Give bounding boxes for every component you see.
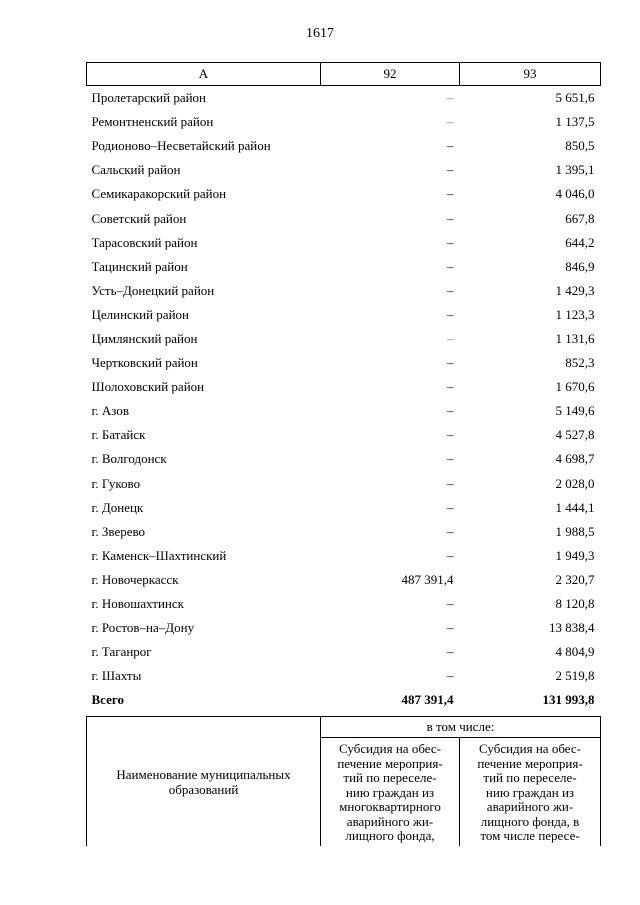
- value-col-93: 1 949,3: [555, 547, 595, 563]
- value-col-93: 1 988,5: [555, 523, 595, 539]
- table-row: [87, 568, 601, 592]
- municipality-name: Ремонтненский район: [91, 114, 214, 130]
- value-col-93: 8 120,8: [555, 596, 595, 612]
- value-col-92: –: [447, 379, 454, 395]
- municipality-name: Шолоховский район: [91, 379, 205, 395]
- municipality-name: г. Волгодонск: [91, 451, 167, 467]
- municipality-name: г. Ростов–на–Дону: [91, 620, 195, 636]
- including-header: в том числе:: [321, 717, 601, 738]
- table-row: [87, 182, 601, 206]
- table-row: [87, 592, 601, 616]
- municipality-name: г. Зверево: [91, 523, 146, 539]
- municipality-name: г. Каменск–Шахтинский: [91, 547, 227, 563]
- value-col-93: 5 651,6: [555, 90, 595, 106]
- subsidy-header-1-text: Субсидия на обес- печение мероприя- тий по переселе- нию граждан из многоквартирного аварийного жи- лищного фонда,: [337, 741, 443, 843]
- value-col-92: –: [447, 114, 454, 130]
- municipality-name: г. Батайск: [91, 427, 146, 443]
- value-col-93: 2 519,8: [555, 668, 595, 684]
- value-col-93: 1 429,3: [555, 282, 595, 298]
- value-col-93: 644,2: [565, 234, 595, 250]
- table-row: [87, 472, 601, 496]
- value-col-93: 5 149,6: [555, 403, 595, 419]
- value-col-93: 1 131,6: [555, 330, 595, 346]
- table-row: [87, 351, 601, 375]
- municipality-name: г. Азов: [91, 403, 129, 419]
- municipality-name: Целинский район: [91, 306, 189, 322]
- value-col-93: 852,3: [565, 355, 595, 371]
- value-col-93: 1 444,1: [555, 499, 595, 515]
- value-col-92: –: [447, 475, 454, 491]
- value-col-92: –: [447, 403, 454, 419]
- column-header-93: 93: [460, 63, 601, 86]
- municipality-name: г. Новочеркасск: [91, 571, 179, 587]
- table-row: [87, 158, 601, 182]
- value-col-92: –: [447, 306, 454, 322]
- value-col-93: 667,8: [565, 210, 595, 226]
- table-row: [87, 664, 601, 688]
- table-row: [87, 303, 601, 327]
- municipality-name: г. Новошахтинск: [91, 596, 184, 612]
- value-col-92: –: [447, 451, 454, 467]
- total-col-93: 131 993,8: [542, 692, 595, 708]
- column-header-a: А: [87, 63, 321, 86]
- value-col-92: –: [447, 427, 454, 443]
- value-col-93: 2 028,0: [555, 475, 595, 491]
- value-col-92: –: [447, 186, 454, 202]
- page-number: 1617: [306, 26, 334, 41]
- municipality-name: г. Шахты: [91, 668, 142, 684]
- column-header-92: 92: [321, 63, 460, 86]
- municipality-name: Тацинский район: [91, 258, 188, 274]
- value-col-93: 846,9: [565, 258, 595, 274]
- value-col-93: 13 838,4: [549, 620, 595, 636]
- table-row: [87, 231, 601, 255]
- table-body: [87, 86, 601, 713]
- table-row: [87, 134, 601, 158]
- subsidy-table: [86, 62, 601, 712]
- table-row: [87, 544, 601, 568]
- value-col-92: –: [447, 499, 454, 515]
- value-col-93: 2 320,7: [555, 571, 595, 587]
- value-col-93: 4 804,9: [555, 644, 595, 660]
- table-row: [87, 616, 601, 640]
- total-label: Всего: [91, 692, 124, 708]
- municipality-name: Родионово–Несветайский район: [91, 138, 271, 154]
- value-col-93: 850,5: [565, 138, 595, 154]
- value-col-92: 487 391,4: [401, 571, 454, 587]
- table-row: [87, 423, 601, 447]
- table-row: [87, 327, 601, 351]
- table-row: [87, 110, 601, 134]
- table-row: [87, 399, 601, 423]
- value-col-92: –: [447, 282, 454, 298]
- value-col-93: 4 527,8: [555, 427, 595, 443]
- municipality-name: Сальский район: [91, 162, 181, 178]
- value-col-92: –: [447, 330, 454, 346]
- table-header-row: [87, 63, 601, 86]
- municipality-name: г. Гуково: [91, 475, 141, 491]
- table-row: [87, 640, 601, 664]
- value-col-92: –: [447, 258, 454, 274]
- value-col-92: –: [447, 90, 454, 106]
- value-col-93: 1 137,5: [555, 114, 595, 130]
- value-col-93: 1 123,3: [555, 306, 595, 322]
- table-row: [87, 520, 601, 544]
- value-col-92: –: [447, 644, 454, 660]
- municipality-name: Усть–Донецкий район: [91, 282, 215, 298]
- municipality-name: Цимлянский район: [91, 330, 198, 346]
- municipality-name: Семикаракорский район: [91, 186, 227, 202]
- municipality-name: Тарасовский район: [91, 234, 198, 250]
- subsidy-header-2: [460, 738, 601, 847]
- value-col-92: –: [447, 234, 454, 250]
- value-col-92: –: [447, 596, 454, 612]
- value-col-92: –: [447, 547, 454, 563]
- table-row: [87, 86, 601, 111]
- table-row: [87, 447, 601, 471]
- total-col-92: 487 391,4: [401, 692, 454, 708]
- value-col-93: 1 395,1: [555, 162, 595, 178]
- table-row: [87, 279, 601, 303]
- value-col-92: –: [447, 523, 454, 539]
- table-row: [87, 255, 601, 279]
- value-col-92: –: [447, 620, 454, 636]
- table-row: [87, 375, 601, 399]
- municipality-name: Советский район: [91, 210, 187, 226]
- subsidy-header-1: [321, 738, 460, 847]
- value-col-92: –: [447, 138, 454, 154]
- municipality-name: Чертковский район: [91, 355, 198, 371]
- value-col-92: –: [447, 668, 454, 684]
- value-col-93: 4 698,7: [555, 451, 595, 467]
- subsidy-header-2-text: Субсидия на обес- печение мероприя- тий по переселе- нию граждан из аварийного жи- лищного фонда, в том числе пересе-: [477, 741, 583, 843]
- value-col-92: –: [447, 162, 454, 178]
- value-col-93: 4 046,0: [555, 186, 595, 202]
- municipality-name: г. Таганрог: [91, 644, 152, 660]
- table-row: [87, 496, 601, 520]
- continuation-header-table: [86, 716, 601, 846]
- table-row: [87, 206, 601, 230]
- municipal-name-header: Наименование муниципальных образований: [87, 717, 321, 847]
- value-col-92: –: [447, 355, 454, 371]
- value-col-93: 1 670,6: [555, 379, 595, 395]
- municipality-name: Пролетарский район: [91, 90, 207, 106]
- municipality-name: г. Донецк: [91, 499, 144, 515]
- value-col-92: –: [447, 210, 454, 226]
- total-row: [87, 688, 601, 712]
